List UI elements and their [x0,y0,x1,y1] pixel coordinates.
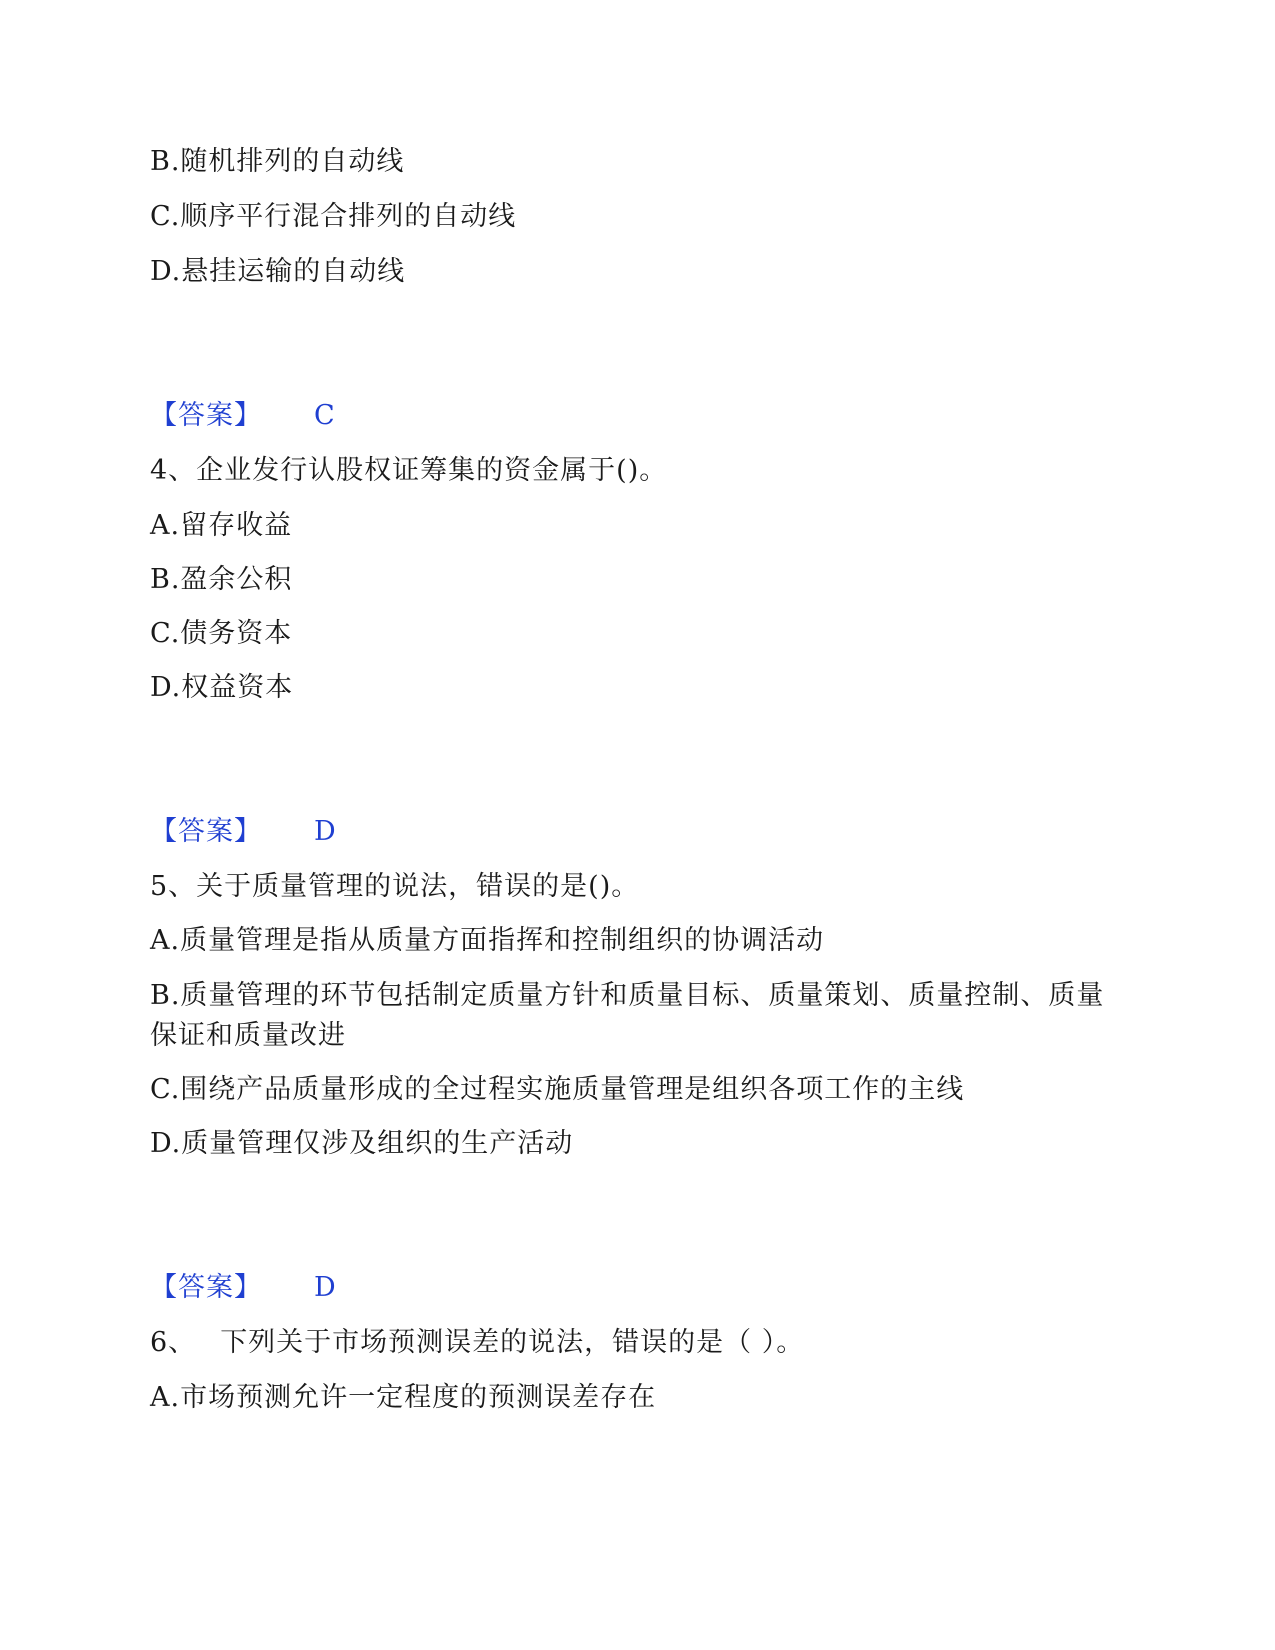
answer-label: 【答案】 [150,816,262,847]
answer-line-q4 [150,812,337,852]
option-c: C.围绕产品质量形成的全过程实施质量管理是组织各项工作的主线 [150,1074,965,1105]
question-stem-5: 5、关于质量管理的说法，错误的是()。 [150,871,640,902]
option-a: A.质量管理是指从质量方面指挥和控制组织的协调活动 [150,925,825,956]
option-c: C.顺序平行混合排列的自动线 [150,201,517,232]
option-a: A.留存收益 [150,510,293,541]
answer-value: C [314,400,336,431]
option-d: D.悬挂运输的自动线 [150,256,406,287]
answer-value: D [314,816,337,847]
option-d: D.质量管理仅涉及组织的生产活动 [150,1128,574,1159]
answer-label: 【答案】 [150,400,262,431]
question-stem-4: 4、企业发行认股权证筹集的资金属于()。 [150,455,668,486]
question-number: 6、 [150,1327,197,1358]
option-b: B.盈余公积 [150,564,293,595]
answer-value: D [314,1272,337,1303]
option-c: C.债务资本 [150,618,293,649]
question-text: 下列关于市场预测误差的说法，错误的是（ ）。 [220,1327,805,1358]
option-a: A.市场预测允许一定程度的预测误差存在 [150,1382,657,1413]
answer-label: 【答案】 [150,1272,262,1303]
option-b: B.随机排列的自动线 [150,146,405,177]
option-b: B.质量管理的环节包括制定质量方针和质量目标、质量策划、质量控制、质量保证和质量改进 [150,980,1105,1051]
option-d: D.权益资本 [150,672,294,703]
answer-line-q5 [150,1268,337,1308]
answer-line-q3 [150,396,336,436]
question-stem-6 [150,1323,804,1363]
